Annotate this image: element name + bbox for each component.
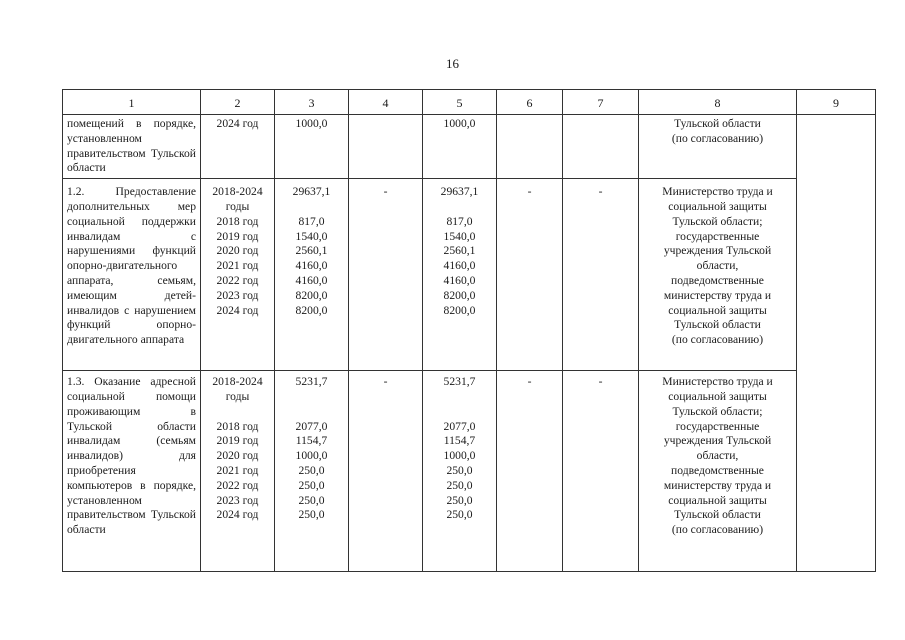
period-year: 2024 год [216,117,259,130]
executor-line: Тульской области; [672,404,763,418]
amount-value: 817,0 [446,214,473,228]
amount-value: 250,0 [298,478,325,492]
regional-budget-cell [423,179,497,371]
executor-cell [639,115,797,179]
amount-value: 2077,0 [295,419,328,433]
amount-total: 5231,7 [295,375,328,389]
header-cell: 8 [639,90,797,115]
extrabudget-cell [563,115,639,179]
period-year: 2023 год [216,493,259,507]
executor-line: (по согласованию) [671,333,764,347]
executor-cell [639,371,797,572]
local-budget-cell: - [497,179,563,371]
executor-cell [639,179,797,371]
amount-total: 5231,7 [443,375,476,389]
amount-value: 250,0 [446,478,473,492]
executor-line: социальной защиты [668,303,767,317]
amount-value: 2560,1 [295,244,328,258]
amount-value: 250,0 [298,463,325,477]
period-cell [201,371,275,572]
period-year: 2022 год [216,478,259,492]
period-year: 2018 год [216,214,259,228]
amount-value: 1000,0 [443,449,476,463]
amount-value: 8200,0 [443,303,476,317]
extrabudget-cell: - [563,371,639,572]
period-year: 2022 год [216,273,259,287]
amount-value: 1000,0 [443,117,476,130]
executor-line: социальной защиты [668,493,767,507]
measure-cell: 1.2. Предоставление дополнительных мер социальной поддержки инвалидам с нарушениями функций опорно-двигательного аппарата, семьям, имеющим детей-инвалидов с нарушением функций опорно-двигательного аппарата [63,179,201,371]
executor-line: Тульской области [674,508,761,522]
regional-budget-cell [423,371,497,572]
amount-value: 1540,0 [295,229,328,243]
header-cell: 9 [797,90,876,115]
period-year: 2023 год [216,288,259,302]
header-row [63,90,876,115]
header-cell: 5 [423,90,497,115]
amount-value: 250,0 [446,508,473,522]
period-year: 2024 год [216,303,259,317]
executor-line: министерству труда и [663,478,772,492]
executor-line: министерству труда и [663,288,772,302]
executor-line: Тульской области [674,318,761,332]
period-year: 2024 год [216,508,259,522]
executor-line: учреждения Тульской [663,244,772,258]
period-range: годы [225,389,250,403]
amount-total: 29637,1 [292,185,331,199]
regional-budget-cell [423,115,497,179]
executor-line: области, [696,449,739,463]
amount-value: 250,0 [298,508,325,522]
period-year: 2020 год [216,449,259,463]
amount-value: 4160,0 [295,273,328,287]
header-cell: 7 [563,90,639,115]
amount-value: 2077,0 [443,419,476,433]
local-budget-cell [497,115,563,179]
federal-budget-cell: - [349,179,423,371]
measure-cell: помещений в порядке, установленном правительством Тульской области [63,115,201,179]
program-table [62,89,876,572]
executor-line: учреждения Тульской [663,434,772,448]
period-year: 2018 год [216,419,259,433]
amount-value: 250,0 [298,493,325,507]
amount-value: 1000,0 [295,449,328,463]
header-cell: 3 [275,90,349,115]
executor-line: Министерство труда и [662,375,773,389]
executor-line: Министерство труда и [662,185,773,199]
table-row [63,371,876,572]
table-row [63,179,876,371]
executor-line: области, [696,259,739,273]
header-cell: 6 [497,90,563,115]
local-budget-cell: - [497,371,563,572]
executor-line: Тульской области [674,117,761,130]
executor-line: социальной защиты [668,199,767,213]
amount-value: 250,0 [446,463,473,477]
header-cell: 4 [349,90,423,115]
amount-value: 1540,0 [443,229,476,243]
amount-value: 4160,0 [443,273,476,287]
period-year: 2019 год [216,229,259,243]
total-amount-cell [275,371,349,572]
table-row [63,115,876,179]
period-year: 2020 год [216,244,259,258]
total-amount-cell [275,179,349,371]
executor-line: государственные [675,229,760,243]
amount-value: 250,0 [446,493,473,507]
period-year: 2021 год [216,259,259,273]
amount-total: 29637,1 [440,185,479,199]
executor-line: подведомственные [671,463,764,477]
amount-value: 8200,0 [295,303,328,317]
period-range: 2018-2024 [212,185,263,199]
executor-line: (по согласованию) [671,131,764,145]
amount-value: 4160,0 [295,259,328,273]
executor-line: подведомственные [671,273,764,287]
amount-value: 4160,0 [443,259,476,273]
period-range: 2018-2024 [212,375,263,389]
amount-value: 1154,7 [295,434,328,448]
amount-value: 817,0 [298,214,325,228]
amount-value: 2560,1 [443,244,476,258]
amount-value: 8200,0 [295,288,328,302]
amount-value: 1154,7 [443,434,476,448]
total-amount-cell [275,115,349,179]
executor-line: социальной защиты [668,389,767,403]
executor-line: (по согласованию) [671,523,764,537]
result-cell [797,115,876,572]
executor-line: Тульской области; [672,214,763,228]
amount-value: 1000,0 [295,117,328,130]
page-number: 16 [446,56,459,71]
period-cell [201,179,275,371]
header-cell: 2 [201,90,275,115]
period-range: годы [225,199,250,213]
measure-cell: 1.3. Оказание адресной социальной помощи проживающим в Тульской области инвалидам (семьям инвалидов) для приобретения компьютеров в порядке, установленном правительством Тульской области [63,371,201,572]
amount-value: 8200,0 [443,288,476,302]
extrabudget-cell: - [563,179,639,371]
period-cell [201,115,275,179]
period-year: 2019 год [216,434,259,448]
federal-budget-cell [349,115,423,179]
executor-line: государственные [675,419,760,433]
federal-budget-cell: - [349,371,423,572]
header-cell: 1 [63,90,201,115]
period-year: 2021 год [216,463,259,477]
